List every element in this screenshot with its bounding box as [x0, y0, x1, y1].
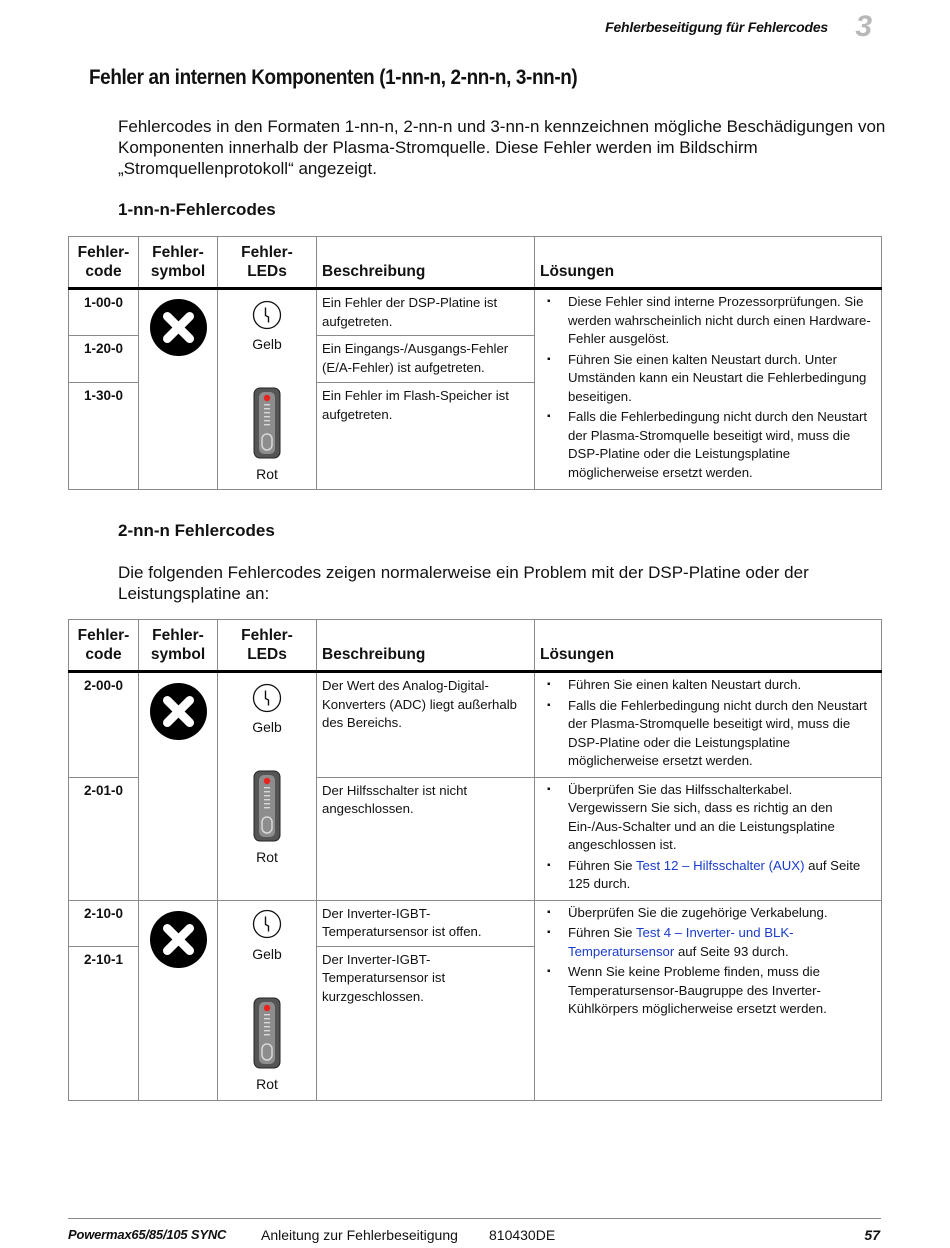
test-4-link[interactable]: Test 4 – Inverter- und BLK-Temperatursensor [568, 925, 794, 959]
error-code: 2-10-1 [69, 946, 139, 1100]
error-description: Ein Fehler im Flash-Speicher ist aufgetreten. [317, 383, 535, 490]
error-code: 2-10-0 [69, 900, 139, 946]
col-header-solutions: Lösungen [535, 237, 882, 289]
error-code: 2-00-0 [69, 672, 139, 778]
footer-document-title: Anleitung zur Fehlerbeseitigung [261, 1227, 458, 1243]
red-led-label: Rot [256, 1075, 278, 1092]
col-header-symbol: Fehler-symbol [139, 237, 218, 289]
solutions-cell [535, 289, 882, 490]
col-header-description: Beschreibung [317, 237, 535, 289]
yellow-led-label: Gelb [252, 336, 282, 352]
yellow-led-icon [252, 300, 282, 330]
error-description: Der Hilfsschalter ist nicht angeschlossen. [317, 777, 535, 900]
error-leds-cell [218, 900, 317, 1100]
yellow-led-icon [252, 909, 282, 939]
table-row [69, 289, 882, 336]
solution-item: ▪ Falls die Fehlerbedingung nicht durch den Neustart der Plasma-Stromquelle beseitigt wird, muss die DSP-Platine oder die Leistungsplatine möglicherweise ersetzt werden. [545, 408, 873, 482]
red-led-indicator-icon [253, 387, 281, 459]
error-code: 1-00-0 [69, 289, 139, 336]
col-header-leds: Fehler-LEDs [218, 620, 317, 672]
col-header-leds: Fehler-LEDs [218, 237, 317, 289]
solution-item [545, 857, 873, 894]
footer-divider [68, 1218, 881, 1219]
error-code: 2-01-0 [69, 777, 139, 900]
error-description: Der Wert des Analog-Digital-Konverters (ADC) liegt außerhalb des Bereichs. [317, 672, 535, 778]
solution-item: ▪ Führen Sie einen kalten Neustart durch. Unter Umständen kann ein Neustart die Fehlerbedingung beseitigen. [545, 351, 873, 407]
table1 [68, 236, 882, 490]
table-row [69, 672, 882, 778]
error-leds-cell [218, 672, 317, 901]
solution-item: ▪ Wenn Sie keine Probleme finden, muss die Temperatursensor-Baugruppe des Inverter-Kühlkörpers möglicherweise ersetzt werden. [545, 963, 873, 1019]
red-led-label: Rot [256, 849, 278, 865]
error-code: 1-30-0 [69, 383, 139, 490]
error-description: Ein Fehler der DSP-Platine ist aufgetreten. [317, 289, 535, 336]
page-number: 57 [864, 1227, 880, 1243]
error-x-icon [150, 683, 207, 740]
error-description: Ein Eingangs-/Ausgangs-Fehler (E/A-Fehler) ist aufgetreten. [317, 336, 535, 383]
table2 [68, 619, 882, 1101]
error-symbol-cell [139, 900, 218, 1100]
col-header-code: Fehler-code [69, 620, 139, 672]
chapter-title: Fehlerbeseitigung für Fehlercodes [605, 19, 828, 35]
section-title: Fehler an internen Komponenten (1-nn-n, 2-nn-n, 3-nn-n) [89, 66, 578, 89]
solution-item: ▪ Überprüfen Sie das Hilfsschalterkabel. Vergewissern Sie sich, dass es richtig an den Ein-/Aus-Schalter und an die Leistungsplatine angeschlossen ist. [545, 781, 873, 855]
solutions-cell [535, 672, 882, 778]
error-leds-cell [218, 289, 317, 490]
table2-intro: Die folgenden Fehlercodes zeigen normalerweise ein Problem mit der DSP-Platine oder der Leistungsplatine an: [118, 563, 809, 603]
solution-text: auf Seite 93 durch. [674, 943, 789, 959]
error-symbol-cell [139, 289, 218, 490]
red-led-indicator-icon [253, 770, 281, 842]
red-led-indicator-icon [253, 997, 281, 1069]
error-x-icon [150, 299, 207, 356]
test-12-link[interactable]: Test 12 – Hilfsschalter (AUX) [635, 857, 805, 873]
solution-text: Führen Sie [568, 857, 636, 873]
yellow-led-label: Gelb [252, 945, 282, 962]
section-intro: Fehlercodes in den Formaten 1-nn-n, 2-nn-n und 3-nn-n kennzeichnen mögliche Beschädigungen von Komponenten innerhalb der Plasma-Stromquelle. Diese Fehler werden im Bildschirm „Stromquellenprotokoll“ angezeigt. [118, 117, 886, 178]
col-header-description: Beschreibung [317, 620, 535, 672]
chapter-number: 3 [855, 10, 872, 43]
table1-title: 1-nn-n-Fehlercodes [118, 200, 276, 219]
error-symbol-cell [139, 672, 218, 901]
table-row [69, 900, 882, 946]
solution-item: ▪ Führen Sie einen kalten Neustart durch. [545, 676, 873, 695]
col-header-solutions: Lösungen [535, 620, 882, 672]
red-led-label: Rot [256, 466, 278, 482]
error-description: Der Inverter-IGBT-Temperatursensor ist offen. [317, 900, 535, 946]
solution-item: ▪ Falls die Fehlerbedingung nicht durch den Neustart der Plasma-Stromquelle beseitigt wird, muss die DSP-Platine oder die Leistungsplatine möglicherweise ersetzt werden. [545, 697, 873, 771]
solution-item: ▪ Diese Fehler sind interne Prozessorprüfungen. Sie werden wahrscheinlich nicht durch einen Hardware-Fehler ausgelöst. [545, 293, 873, 349]
footer-document-number: 810430DE [489, 1227, 556, 1243]
col-header-code: Fehler-code [69, 237, 139, 289]
table2-title: 2-nn-n Fehlercodes [118, 521, 275, 540]
yellow-led-icon [252, 683, 282, 713]
yellow-led-label: Gelb [252, 719, 282, 735]
solution-item [545, 924, 873, 961]
solution-text: auf Seite 125 durch. [568, 857, 861, 891]
footer-product: Powermax65/85/105 SYNC [68, 1227, 227, 1242]
solutions-cell [535, 900, 882, 1100]
solution-item: ▪ Überprüfen Sie die zugehörige Verkabelung. [545, 904, 873, 923]
error-code: 1-20-0 [69, 336, 139, 383]
error-x-icon [150, 911, 207, 968]
solutions-cell [535, 777, 882, 900]
solution-text: Führen Sie [568, 925, 636, 940]
error-description: Der Inverter-IGBT-Temperatursensor ist kurzgeschlossen. [317, 946, 535, 1100]
col-header-symbol: Fehler-symbol [139, 620, 218, 672]
